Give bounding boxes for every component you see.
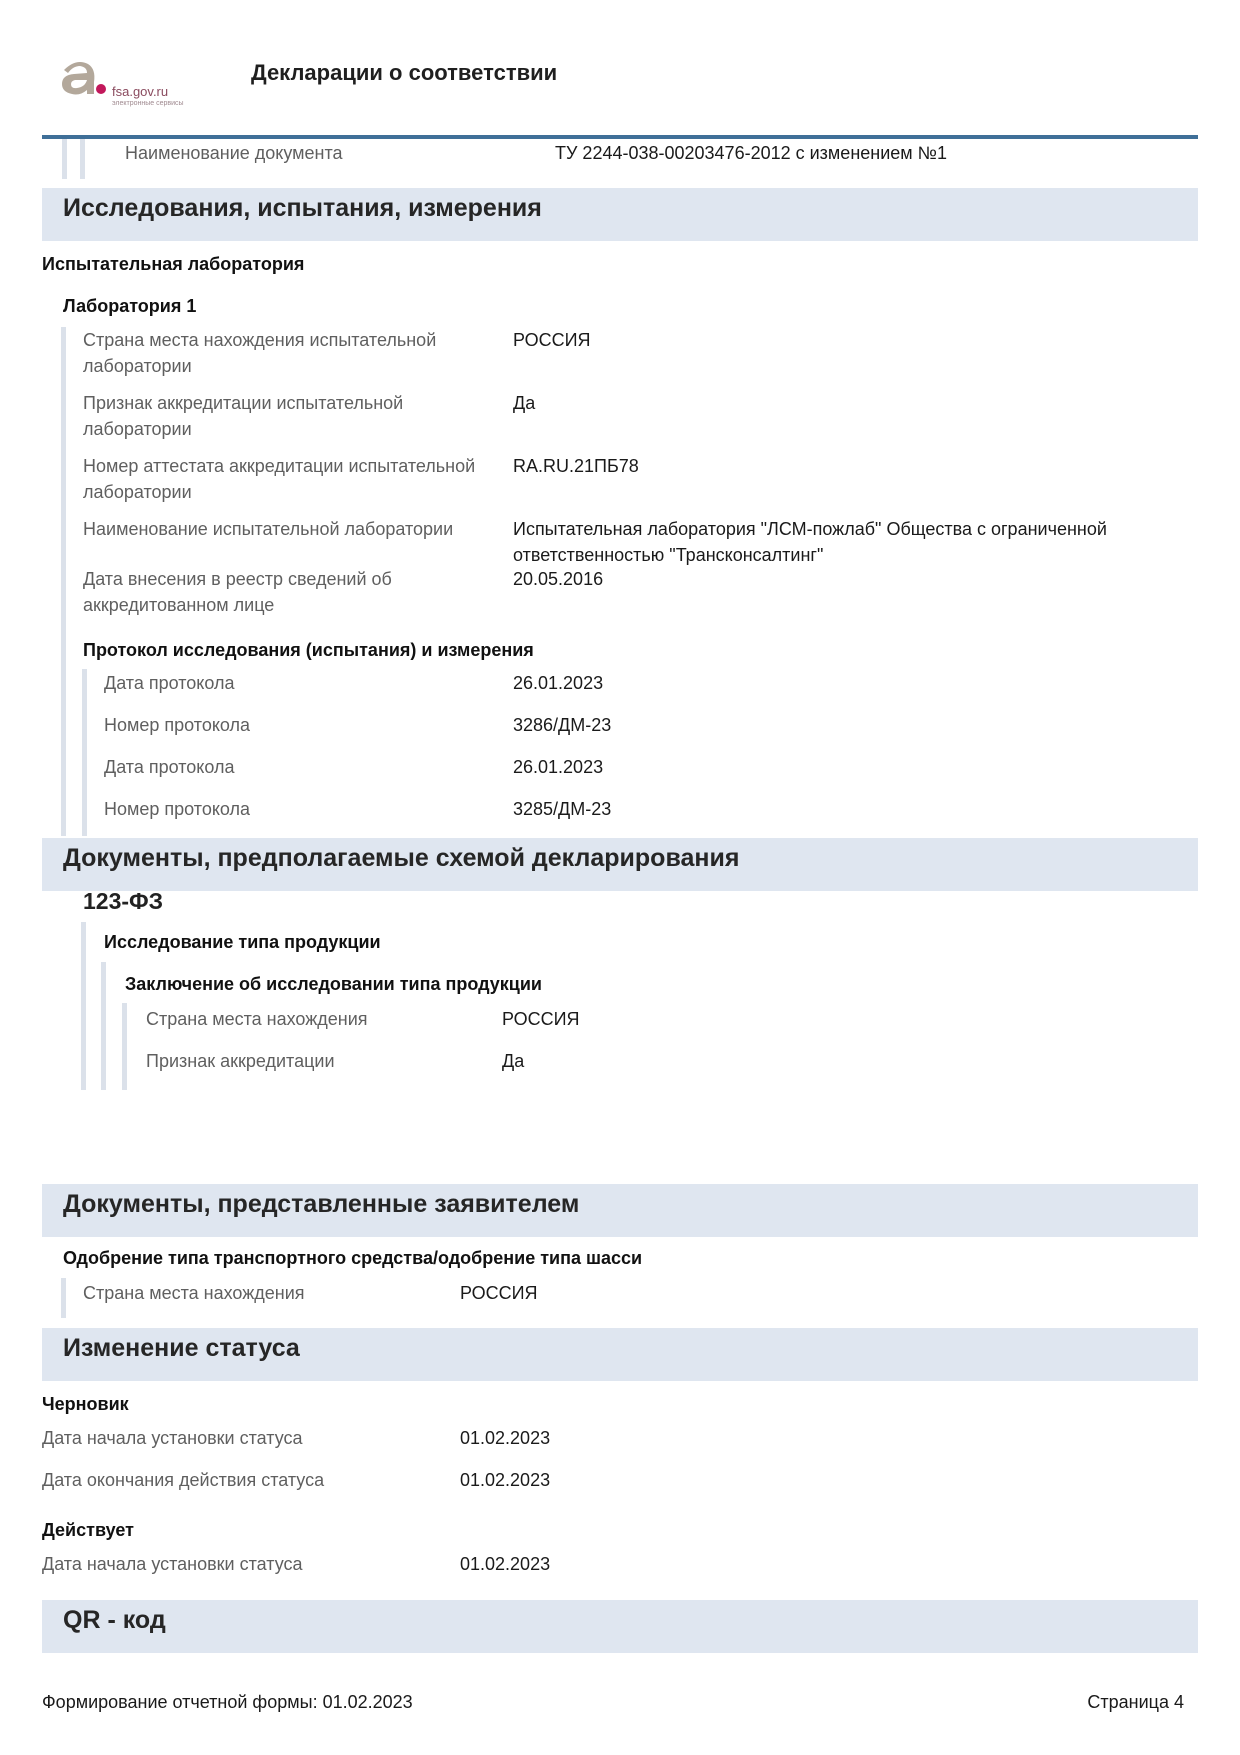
protocol-label: Номер протокола — [104, 799, 251, 819]
study-title: Исследование типа продукции — [104, 932, 381, 952]
protocol-value: 3285/ДМ-23 — [513, 799, 612, 819]
status-field-value: 01.02.2023 — [460, 1470, 551, 1490]
conclusion-indent-bar — [122, 1003, 127, 1090]
page-title: Декларации о соответствии — [251, 60, 558, 85]
lab-group-title: Испытательная лаборатория — [42, 254, 305, 274]
conclusion-title: Заключение об исследовании типа продукции — [125, 974, 542, 994]
law-title: 123-ФЗ — [83, 888, 164, 914]
section-header-qr: QR - код — [42, 1600, 1198, 1653]
lab-field-value: Испытательная лаборатория "ЛСМ-пожлаб" Общества с ограниченной ответственностью "Трансконсалтинг" — [513, 519, 1107, 565]
protocol-label: Дата протокола — [104, 757, 235, 777]
lab-field-value: 20.05.2016 — [513, 569, 604, 589]
approval-field-value: РОССИЯ — [460, 1283, 538, 1303]
protocol-label: Дата протокола — [104, 673, 235, 693]
lab-field-value: РОССИЯ — [513, 330, 591, 350]
conclusion-field-label: Страна места нахождения — [146, 1009, 368, 1029]
document-name-value: ТУ 2244-038-00203476-2012 с изменением №1 — [555, 143, 947, 163]
lab-title: Лаборатория 1 — [63, 296, 197, 316]
logo-subtext: электронные сервисы — [112, 100, 184, 107]
lab-indent-bar — [61, 327, 66, 836]
status-field-value: 01.02.2023 — [460, 1554, 551, 1574]
lab-field-label: Номер аттестата аккредитации испытательной лаборатории — [83, 456, 476, 502]
protocol-value: 26.01.2023 — [513, 673, 604, 693]
protocol-label: Номер протокола — [104, 715, 251, 735]
protocol-indent-bar — [82, 669, 87, 836]
header-rule — [42, 135, 1198, 139]
lab-field-value: Да — [513, 393, 536, 413]
study-indent-bar — [101, 962, 106, 1090]
document-name-label: Наименование документа — [125, 143, 343, 163]
conclusion-field-value: РОССИЯ — [502, 1009, 580, 1029]
status-field-label: Дата начала установки статуса — [42, 1428, 303, 1448]
lab-field-value: RA.RU.21ПБ78 — [513, 456, 639, 476]
fsa-logo — [58, 56, 208, 112]
status-field-value: 01.02.2023 — [460, 1428, 551, 1448]
logo-text: fsa.gov.ru — [112, 84, 169, 99]
indent-bar — [62, 139, 67, 179]
protocol-title: Протокол исследования (испытания) и измерения — [83, 640, 534, 660]
lab-field-label: Дата внесения в реестр сведений об аккредитованном лице — [83, 569, 392, 615]
lab-field-label: Страна места нахождения испытательной лаборатории — [83, 330, 437, 376]
protocol-value: 3286/ДМ-23 — [513, 715, 612, 735]
section-header-research: Исследования, испытания, измерения — [42, 188, 1198, 241]
lab-field-label: Признак аккредитации испытательной лаборатории — [83, 393, 404, 439]
status-active-title: Действует — [42, 1520, 134, 1540]
status-field-label: Дата начала установки статуса — [42, 1554, 303, 1574]
conclusion-field-value: Да — [502, 1051, 525, 1071]
approval-title: Одобрение типа транспортного средства/одобрение типа шасси — [63, 1248, 643, 1268]
conclusion-field-label: Признак аккредитации — [146, 1051, 335, 1071]
footer-page-number: Страница 4 — [1087, 1692, 1184, 1712]
footer-generated: Формирование отчетной формы: 01.02.2023 — [42, 1692, 413, 1712]
protocol-value: 26.01.2023 — [513, 757, 604, 777]
indent-bar — [80, 139, 85, 179]
status-draft-title: Черновик — [42, 1394, 129, 1414]
lab-field-label: Наименование испытательной лаборатории — [83, 519, 454, 539]
status-field-label: Дата окончания действия статуса — [42, 1470, 325, 1490]
law-indent-bar — [81, 922, 86, 1090]
approval-field-label: Страна места нахождения — [83, 1283, 305, 1303]
section-header-status: Изменение статуса — [42, 1328, 1198, 1381]
section-header-scheme-docs: Документы, предполагаемые схемой декларирования — [42, 838, 1198, 891]
approval-indent-bar — [61, 1278, 66, 1318]
section-header-applicant-docs: Документы, представленные заявителем — [42, 1184, 1198, 1237]
